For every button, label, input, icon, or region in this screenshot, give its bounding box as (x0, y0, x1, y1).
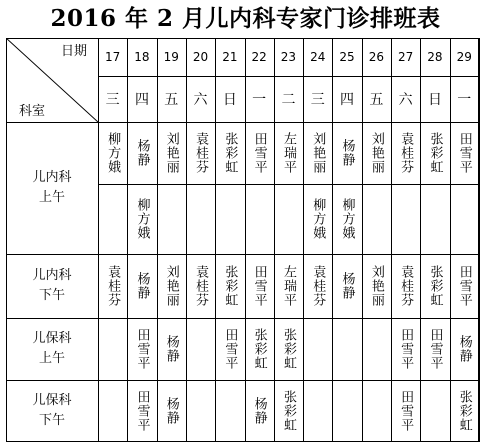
schedule-cell (98, 254, 127, 318)
weekday-cell: 四 (134, 92, 149, 108)
date-cell: 22 (251, 50, 267, 64)
doctor-name: 田雪平 (456, 132, 472, 174)
doctor-name: 袁桂芬 (398, 132, 414, 174)
grid-line (362, 38, 363, 442)
schedule-cell (215, 184, 244, 254)
dept-label-line: 儿保科 (32, 393, 72, 408)
dept-label-line: 儿保科 (32, 331, 72, 346)
schedule-cell (215, 254, 244, 318)
grid-line (127, 38, 128, 442)
doctor-name: 柳方娥 (134, 198, 150, 240)
schedule-cell (98, 184, 127, 254)
doctor-name: 刘艳丽 (163, 132, 179, 174)
schedule-cell (420, 318, 449, 380)
doctor-name: 左瑞平 (280, 265, 296, 307)
schedule-cell (332, 318, 361, 380)
weekday-cell: 四 (340, 92, 355, 108)
grid-line (6, 122, 479, 123)
weekday-cell: 日 (222, 92, 237, 108)
doctor-name: 杨静 (163, 335, 179, 363)
date-cell: 29 (456, 50, 472, 64)
grid-line (6, 380, 479, 381)
weekday-cell: 日 (427, 92, 442, 108)
doctor-name: 杨静 (134, 139, 150, 167)
doctor-name: 田雪平 (398, 390, 414, 432)
grid-line (157, 38, 158, 442)
doctor-name: 袁桂芬 (193, 265, 209, 307)
corner-label-dept: 科室 (18, 103, 45, 119)
schedule-cell (420, 380, 449, 442)
schedule-cell (215, 380, 244, 442)
doctor-name: 刘艳丽 (163, 265, 179, 307)
schedule-cell (215, 318, 244, 380)
date-cell: 28 (427, 50, 443, 64)
grid-line (245, 38, 246, 442)
schedule-cell (157, 184, 186, 254)
doctor-name: 田雪平 (427, 328, 443, 370)
dept-label-line: 上午 (38, 190, 65, 205)
schedule-cell (450, 184, 479, 254)
schedule-cell (391, 380, 420, 442)
weekday-cell: 六 (398, 92, 413, 108)
grid-line (6, 441, 479, 442)
weekday-cell: 三 (310, 92, 325, 108)
doctor-name: 柳方娥 (339, 198, 355, 240)
doctor-name: 左瑞平 (280, 132, 296, 174)
schedule-cell (127, 318, 156, 380)
doctor-name: 田雪平 (398, 328, 414, 370)
schedule-cell (127, 380, 156, 442)
doctor-name: 刘艳丽 (310, 132, 326, 174)
doctor-name: 张彩虹 (222, 265, 238, 307)
schedule-cell (362, 254, 391, 318)
schedule-cell (303, 380, 332, 442)
doctor-name: 袁桂芬 (310, 265, 326, 307)
date-cell: 26 (368, 50, 384, 64)
schedule-table (6, 38, 479, 442)
grid-line (450, 38, 451, 442)
schedule-cell (391, 184, 420, 254)
weekday-cell: 五 (369, 92, 384, 108)
doctor-name: 刘艳丽 (368, 265, 384, 307)
schedule-cell (391, 254, 420, 318)
schedule-cell (391, 122, 420, 184)
doctor-name: 田雪平 (134, 390, 150, 432)
grid-line (420, 38, 421, 442)
doctor-name: 张彩虹 (280, 328, 296, 370)
schedule-cell (245, 318, 274, 380)
doctor-name: 袁桂芬 (105, 265, 121, 307)
weekday-cell: 六 (193, 92, 208, 108)
schedule-cell (127, 254, 156, 318)
doctor-name: 袁桂芬 (193, 132, 209, 174)
date-cell: 21 (222, 50, 238, 64)
date-cell: 17 (105, 50, 121, 64)
schedule-cell (450, 254, 479, 318)
schedule-cell (186, 122, 215, 184)
schedule-cell (362, 122, 391, 184)
weekday-cell: 二 (281, 92, 296, 108)
schedule-cell (274, 254, 303, 318)
grid-line (98, 76, 479, 77)
schedule-cell (157, 254, 186, 318)
doctor-name: 张彩虹 (280, 390, 296, 432)
doctor-name: 田雪平 (134, 328, 150, 370)
schedule-cell (127, 122, 156, 184)
schedule-cell (274, 318, 303, 380)
doctor-name: 杨静 (339, 139, 355, 167)
dept-label (6, 122, 98, 254)
schedule-cell (303, 254, 332, 318)
date-cell: 24 (310, 50, 326, 64)
date-cell: 27 (398, 50, 414, 64)
dept-label (6, 380, 98, 442)
schedule-cell (245, 254, 274, 318)
doctor-name: 张彩虹 (427, 132, 443, 174)
grid-line (303, 38, 304, 442)
corner-label-date: 日期 (60, 43, 87, 59)
weekday-cell: 三 (105, 92, 120, 108)
schedule-cell (332, 122, 361, 184)
grid-line (6, 38, 7, 442)
doctor-name: 张彩虹 (427, 265, 443, 307)
schedule-cell (157, 380, 186, 442)
doctor-name: 田雪平 (222, 328, 238, 370)
doctor-name: 张彩虹 (251, 328, 267, 370)
grid-line (98, 38, 99, 442)
doctor-name: 柳方娥 (105, 132, 121, 174)
doctor-name: 杨静 (134, 272, 150, 300)
grid-line (391, 38, 392, 442)
grid-line (98, 184, 479, 185)
grid-line (6, 38, 479, 39)
schedule-cell (450, 122, 479, 184)
doctor-name: 张彩虹 (222, 132, 238, 174)
date-cell: 20 (192, 50, 209, 64)
schedule-cell (420, 254, 449, 318)
doctor-name: 杨静 (163, 397, 179, 425)
schedule-cell (362, 184, 391, 254)
dept-label-line: 上午 (38, 351, 65, 366)
schedule-cell (186, 318, 215, 380)
grid-line (479, 38, 480, 442)
schedule-cell (245, 122, 274, 184)
grid-line (6, 318, 479, 319)
schedule-cell (215, 122, 244, 184)
schedule-cell (420, 122, 449, 184)
page-title: 2016 年 2 月儿内科专家门诊排班表 (50, 5, 441, 32)
schedule-cell (303, 318, 332, 380)
schedule-cell (332, 254, 361, 318)
schedule-cell (391, 318, 420, 380)
schedule-cell (274, 122, 303, 184)
schedule-cell (303, 184, 332, 254)
schedule-cell (332, 380, 361, 442)
schedule-cell (127, 184, 156, 254)
date-cell: 19 (163, 50, 179, 64)
schedule-cell (245, 184, 274, 254)
schedule-cell (332, 184, 361, 254)
doctor-name: 刘艳丽 (368, 132, 384, 174)
dept-label-line: 儿内科 (32, 268, 72, 283)
doctor-name: 田雪平 (251, 265, 267, 307)
doctor-name: 张彩虹 (456, 390, 472, 432)
schedule-cell (98, 318, 127, 380)
schedule-cell (98, 380, 127, 442)
doctor-name: 杨静 (251, 397, 267, 425)
schedule-cell (98, 122, 127, 184)
grid-line (186, 38, 187, 442)
dept-label (6, 254, 98, 318)
schedule-cell (362, 380, 391, 442)
schedule-cell (157, 122, 186, 184)
schedule-cell (274, 184, 303, 254)
doctor-name: 田雪平 (456, 265, 472, 307)
grid-line (332, 38, 333, 442)
doctor-name: 杨静 (456, 335, 472, 363)
grid-line (6, 254, 479, 255)
weekday-cell: 一 (457, 92, 472, 108)
schedule-cell (157, 318, 186, 380)
grid-line (274, 38, 275, 442)
dept-label (6, 318, 98, 380)
schedule-cell (450, 380, 479, 442)
schedule-cell (303, 122, 332, 184)
date-cell: 23 (280, 50, 297, 64)
schedule-cell (420, 184, 449, 254)
schedule-cell (186, 184, 215, 254)
doctor-name: 杨静 (339, 272, 355, 300)
doctor-name: 柳方娥 (310, 198, 326, 240)
date-cell: 18 (134, 50, 150, 64)
schedule-cell (245, 380, 274, 442)
date-cell: 25 (339, 50, 355, 64)
weekday-cell: 一 (252, 92, 267, 108)
grid-line (215, 38, 216, 442)
doctor-name: 田雪平 (251, 132, 267, 174)
schedule-cell (450, 318, 479, 380)
doctor-name: 袁桂芬 (398, 265, 414, 307)
schedule-cell (186, 380, 215, 442)
dept-label-line: 儿内科 (32, 170, 72, 185)
schedule-cell (186, 254, 215, 318)
schedule-cell (274, 380, 303, 442)
weekday-cell: 五 (164, 92, 179, 108)
dept-label-line: 下午 (38, 288, 65, 303)
schedule-cell (362, 318, 391, 380)
dept-label-line: 下午 (38, 413, 65, 428)
